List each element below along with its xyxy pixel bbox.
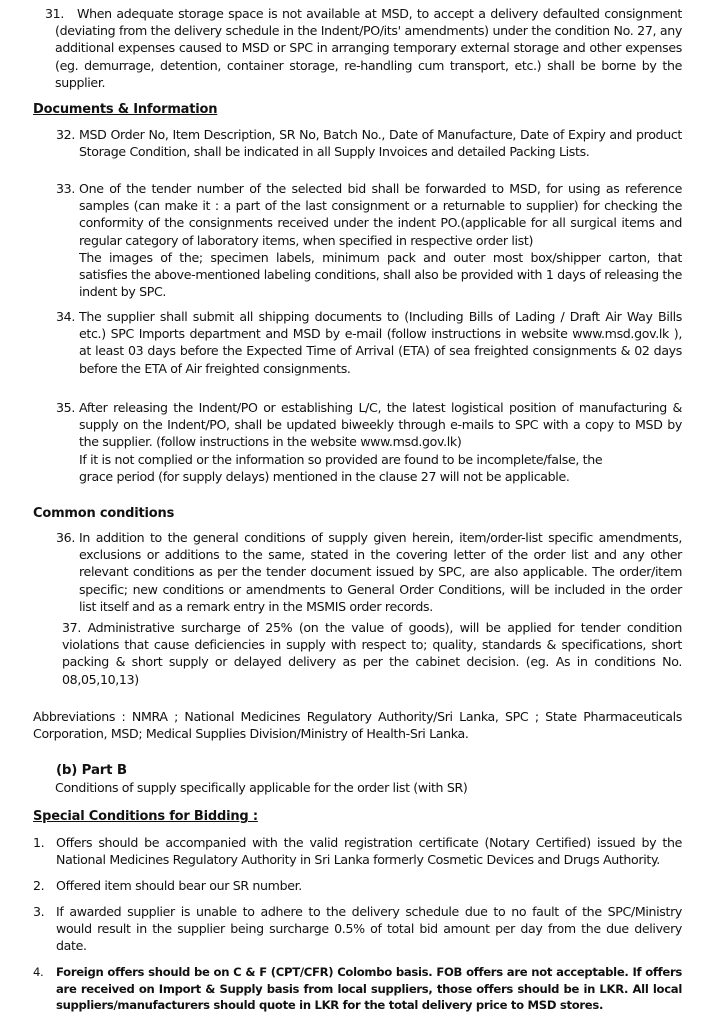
special-condition-4 xyxy=(33,964,682,1014)
condition-text: Offers should be accompanied with the valid registration certificate (Notary Certified) issued by the National Medicines Regulatory Authority in Sri Lanka formerly Cosmetic Devices and Drugs Authority. xyxy=(56,835,682,868)
clause-36 xyxy=(56,529,682,615)
clause-number: 33. xyxy=(56,181,75,196)
clause-text: MSD Order No, Item Description, SR No, Batch No., Date of Manufacture, Date of Expiry and product Storage Condition, shall be indicated in all Supply Invoices and detailed Packing Lists. xyxy=(79,127,682,160)
condition-number: 2. xyxy=(33,878,45,893)
clause-number: 35. xyxy=(56,400,75,415)
clause-text-images: The images of the; specimen labels, minimum pack and outer most box/shipper carton, that satisfies the above-mentioned labeling conditions, shall also be provided with 1 days of releasing the indent by SPC. xyxy=(79,249,682,300)
abbreviations: Abbreviations : NMRA ; National Medicines Regulatory Authority/Sri Lanka, SPC ; State Pharmaceuticals Corporation, MSD; Medical Supplies Division/Ministry of Health-Sri Lanka. xyxy=(33,709,682,742)
section-heading-documents: Documents & Information xyxy=(33,102,218,117)
special-condition-2 xyxy=(33,877,682,894)
clause-number: 32. xyxy=(56,127,75,142)
clause-text: When adequate storage space is not available at MSD, to accept a delivery defaulted consignment (deviating from the delivery schedule in the Indent/PO/its' amendments) under the condition No. 27, any additional expenses caused to MSD or SPC in arranging temporary external storage and other expenses (eg. demurrage, detention, container storage, re-handling cum transport, etc.) shall be borne by the supplier. xyxy=(55,6,682,90)
clause-34 xyxy=(56,308,682,377)
condition-number: 3. xyxy=(33,904,45,919)
section-heading-special-conditions: Special Conditions for Bidding : xyxy=(33,809,258,824)
condition-number: 1. xyxy=(33,835,45,850)
part-b-subtitle: Conditions of supply specifically applicable for the order list (with SR) xyxy=(55,780,468,795)
condition-text: If awarded supplier is unable to adhere to the delivery schedule due to no fault of the SPC/Ministry would result in the supplier being surcharge 0.5% of total bid amount per day from the due delivery date. xyxy=(56,904,682,954)
clause-text: In addition to the general conditions of supply given herein, item/order-list specific amendments, exclusions or additions to the same, stated in the covering letter of the order list and any other relevant conditions as per the tender document issued by SPC, are also applicable. The order/item specific; new conditions or amendments to General Order Conditions, will be included in the order list itself and as a remark entry in the MSMIS order records. xyxy=(79,530,682,614)
clause-35 xyxy=(56,399,682,485)
clause-number: 31. xyxy=(45,6,64,21)
clause-number: 36. xyxy=(56,530,75,545)
special-condition-1 xyxy=(33,834,682,868)
clause-text: The supplier shall submit all shipping documents to (Including Bills of Lading / Draft Air Way Bills etc.) SPC Imports department and MSD by e-mail (follow instructions in website www.msd.gov.lk ), at least 03 days before the Expected Time of Arrival (ETA) of sea freighted consignments & 02 days before the ETA of Air freighted consignments. xyxy=(79,309,682,376)
clause-text: After releasing the Indent/PO or establishing L/C, the latest logistical position of manufacturing & supply on the Indent/PO, shall be updated biweekly through e-mails to SPC with a copy to MSD by the supplier. (follow instructions in the website www.msd.gov.lk) xyxy=(79,400,682,450)
condition-text: Offered item should bear our SR number. xyxy=(56,878,302,893)
clause-number: 34. xyxy=(56,309,75,324)
section-heading-common: Common conditions xyxy=(33,506,175,521)
part-b-title: (b) Part B xyxy=(56,763,127,778)
clause-32 xyxy=(56,126,682,160)
condition-number: 4. xyxy=(33,965,44,979)
clause-text-note: If it is not complied or the information so provided are found to be incomplete/false, the grace period (for supply delays) mentioned in the clause 27 will not be applicable. xyxy=(79,451,603,484)
clause-31 xyxy=(45,5,682,91)
clause-text: One of the tender number of the selected bid shall be forwarded to MSD, for using as reference samples (can make it : a part of the last consignment or a returnable to supplier) for checking the conformity of the consignments received under the indent PO.(applicable for all surgical items and regular category of laboratory items, when specified in respective order list) xyxy=(79,181,682,248)
condition-text: Foreign offers should be on C & F (CPT/CFR) Colombo basis. FOB offers are not acceptable. If offers are received on Import & Supply basis from local suppliers, those offers should be in LKR. All local suppliers/manufacturers should quote in LKR for the total delivery price to MSD stores. xyxy=(56,965,682,1012)
special-condition-3 xyxy=(33,903,682,955)
clause-33 xyxy=(56,180,682,300)
clause-37: 37. Administrative surcharge of 25% (on the value of goods), will be applied for tender condition violations that cause deficiencies in supply with respect to; quality, standards & specifications, short packing & short supply or delayed delivery as per the cabinet decision. (eg. As in conditions No. 08,05,10,13) xyxy=(62,620,682,687)
